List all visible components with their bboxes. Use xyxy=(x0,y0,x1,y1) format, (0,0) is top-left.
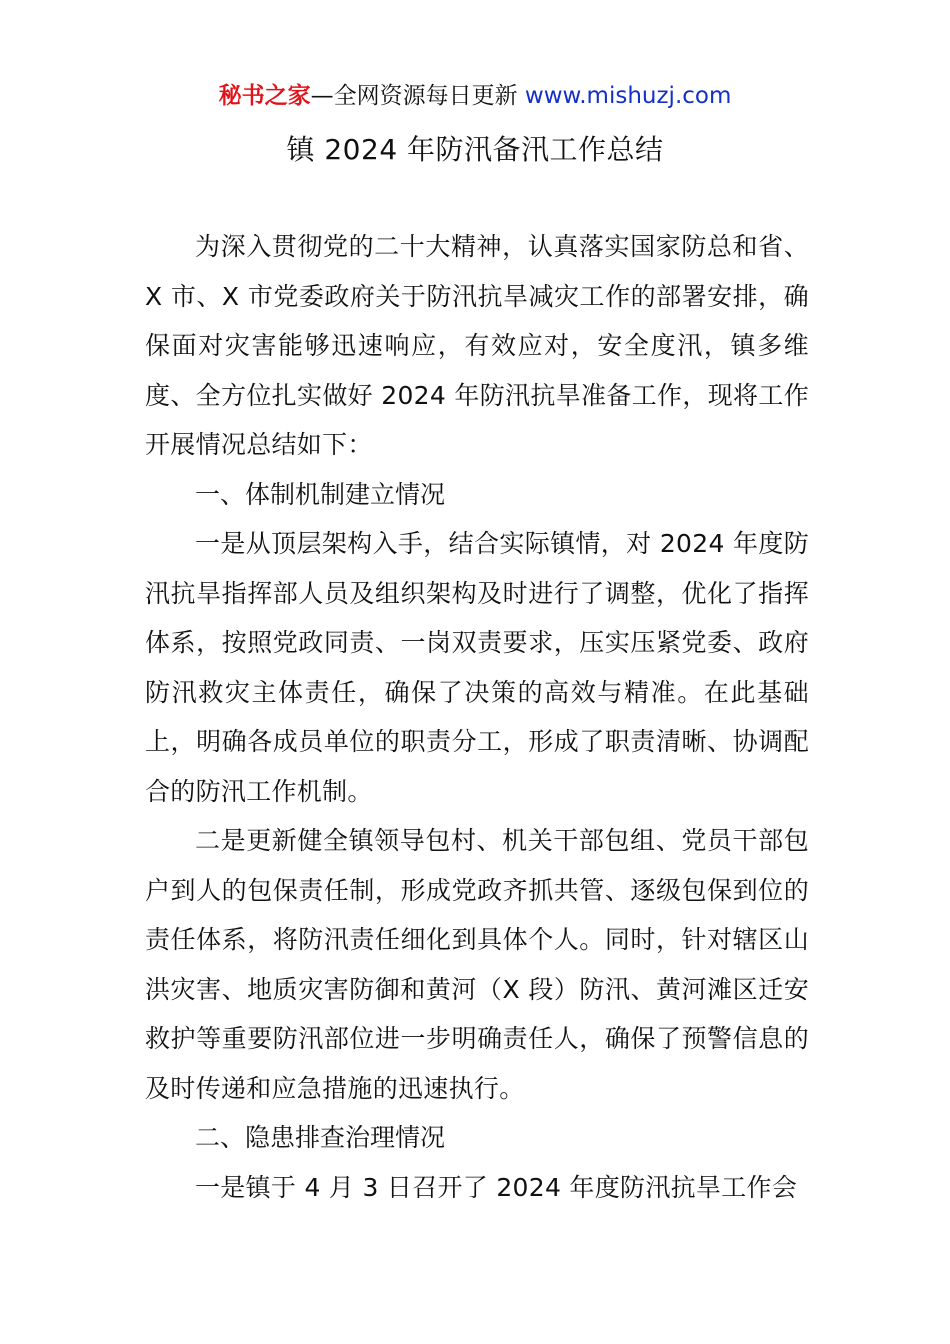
site-url-link[interactable]: www.mishuzj.com xyxy=(524,83,732,109)
document-title: 镇 2024 年防汛备汛工作总结 xyxy=(286,133,664,166)
body-paragraph: 二是更新健全镇领导包村、机关干部包组、党员干部包户到人的包保责任制，形成党政齐抓共管、逐级包保到位的责任体系，将防汛责任细化到具体个人。同时，针对辖区山洪灾害、地质灾害防御和黄河（X 段）防汛、黄河滩区迁安救护等重要防汛部位进一步明确责任人，确保了预警信息的及时传递和应急措施的迅速执行。 xyxy=(145,826,809,1103)
body-paragraph: 一是镇于 4 月 3 日召开了 2024 年度防汛抗旱工作会 xyxy=(195,1172,798,1202)
header-slogan: —全网资源每日更新 xyxy=(310,83,525,109)
site-header xyxy=(0,80,950,112)
section-heading: 二、隐患排查治理情况 xyxy=(195,1123,446,1152)
brand-name: 秘书之家 xyxy=(218,83,311,109)
document-body xyxy=(145,222,809,1212)
section-heading: 一、体制机制建立情况 xyxy=(195,479,446,509)
body-paragraph: 一是从顶层架构入手，结合实际镇情，对 2024 年度防汛抗旱指挥部人员及组织架构及时进行了调整，优化了指挥体系，按照党政同责、一岗双责要求，压实压紧党委、政府防汛救灾主体责任，确保了决策的高效与精准。在此基础上，明确各成员单位的职责分工，形成了职责清晰、协调配合的防汛工作机制。 xyxy=(145,529,809,806)
intro-paragraph: 为深入贯彻党的二十大精神，认真落实国家防总和省、X 市、X 市党委政府关于防汛抗旱减灾工作的部署安排，确保面对灾害能够迅速响应，有效应对，安全度汛，镇多维度、全方位扎实做好 2024 年防汛抗旱准备工作，现将工作开展情况总结如下： xyxy=(145,232,809,459)
